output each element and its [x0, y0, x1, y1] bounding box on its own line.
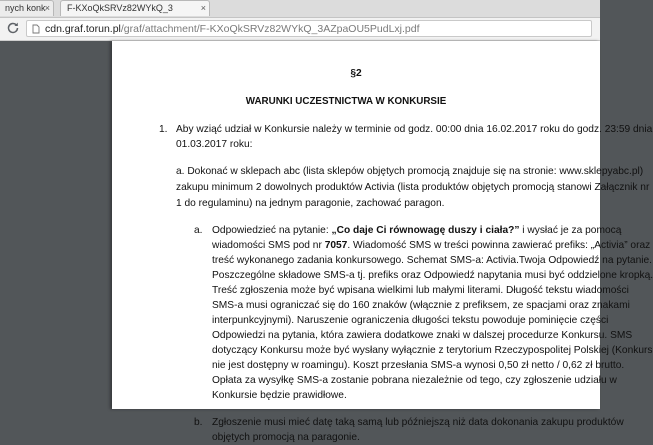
tab-strip	[0, 0, 600, 18]
item-1-line: 01.03.2017 roku:	[176, 139, 253, 150]
pdf-page	[112, 41, 653, 443]
subitem-a-line	[212, 223, 621, 238]
subitem-marker: b.	[194, 417, 203, 428]
url-field[interactable]	[26, 20, 592, 37]
subitem-a-line: interpunkcyjnymi). Naruszenie ograniczenia długości tekstu powoduje pominięcie części	[212, 315, 609, 326]
item-number: 1.	[159, 124, 168, 135]
reload-button[interactable]	[5, 20, 21, 36]
url-host: cdn.graf.torun.pl	[45, 23, 121, 35]
subitem-a-line: SMS-a musi ograniczać się do 160 znaków (włącznie z prefiksem, ze spacjami oraz znakami	[212, 300, 630, 311]
question-text: „Co daje Ci równowagę duszy i ciała?”	[331, 225, 520, 236]
text-run: . Wiadomość SMS w treści powinna zawierać prefiks: „Activia” oraz	[347, 240, 651, 251]
close-tab-icon[interactable]: ×	[44, 3, 50, 13]
url-path: /graf/attachment/F-KXoQkSRVz82WYkQ_3AZpaOU5PudLxj.pdf	[120, 23, 420, 35]
tab-title: nych konk	[5, 3, 46, 13]
tab-title: F-KXoQkSRVz82WYkQ_3	[67, 3, 173, 13]
subitem-a-line: Konkursie będzie prawidłowe.	[212, 390, 347, 401]
subitem-a-line: Poszczególne składowe SMS-a tj. prefiks oraz Odpowiedź napytania musi być oddzielone kropką.	[212, 270, 653, 281]
text-run: i wysłać je za pomocą	[519, 225, 622, 236]
browser-tab[interactable]	[0, 0, 54, 16]
item-a-line: zakupu minimum 2 dowolnych produktów Activia (lista produktów objętych promocją stanowi Załącznik nr	[176, 182, 650, 193]
subitem-b-line: objętych promocją na paragonie.	[212, 432, 360, 443]
sms-number: 7057	[324, 240, 348, 251]
subitem-a-line: treść wykonanego zadania konkursowego. Schemat SMS-a: Activia.Twoja Odpowiedź na pytanie.	[212, 255, 652, 266]
close-tab-icon[interactable]: ×	[200, 3, 206, 13]
url-text	[45, 22, 420, 36]
subitem-marker: a.	[194, 225, 203, 236]
subitem-a-line: dotyczący Konkursu może być wysłany wyłącznie z terytorium Rzeczypospolitej Polskiej (Konkurs	[212, 345, 653, 356]
section-heading: WARUNKI UCZESTNICTWA W KONKURSIE	[245, 96, 447, 107]
address-bar	[0, 18, 600, 41]
subitem-a-line: Odpowiedzi na pytania, która zawiera dodatkowe znaki w dalszej procedurze Konkursu. SMS	[212, 330, 633, 341]
section-number: §2	[350, 68, 362, 79]
subitem-a-line	[212, 238, 650, 253]
subitem-a-line: Opłata za wysyłkę SMS-a zostanie pobrana niezależnie od tego, czy zgłoszenie udziału w	[212, 375, 617, 386]
subitem-b-line: Zgłoszenie musi mieć datę taką samą lub późniejszą niż data dokonania zakupu produktów	[212, 417, 624, 428]
reload-icon	[5, 20, 21, 36]
text-run: wiadomości SMS pod nr	[212, 240, 325, 251]
subitem-a-line: Treść zgłoszenia może być wpisana wielkimi lub małymi literami. Długość tekstu wiadomości	[212, 285, 629, 296]
pdf-viewer	[0, 41, 653, 443]
item-a-line: a. Dokonać w sklepach abc (lista sklepów objętych promocją znajduje się na stronie: www.sklepyabc.pl)	[176, 166, 644, 177]
item-a-line: 1 do regulaminu) na jednym paragonie, zachować paragon.	[176, 198, 445, 209]
browser-tab-active[interactable]	[60, 0, 210, 16]
item-1-line: Aby wziąć udział w Konkursie należy w terminie od godz. 00:00 dnia 16.02.2017 roku do godz. 23:59 dnia	[176, 124, 653, 135]
text-run: Odpowiedzieć na pytanie:	[212, 225, 332, 236]
subitem-a-line: nie jest dostępny w roamingu). Koszt przesłania SMS-a wynosi 0,50 zł netto / 0,62 zł brutto.	[212, 360, 625, 371]
page-info-icon[interactable]	[31, 24, 41, 34]
